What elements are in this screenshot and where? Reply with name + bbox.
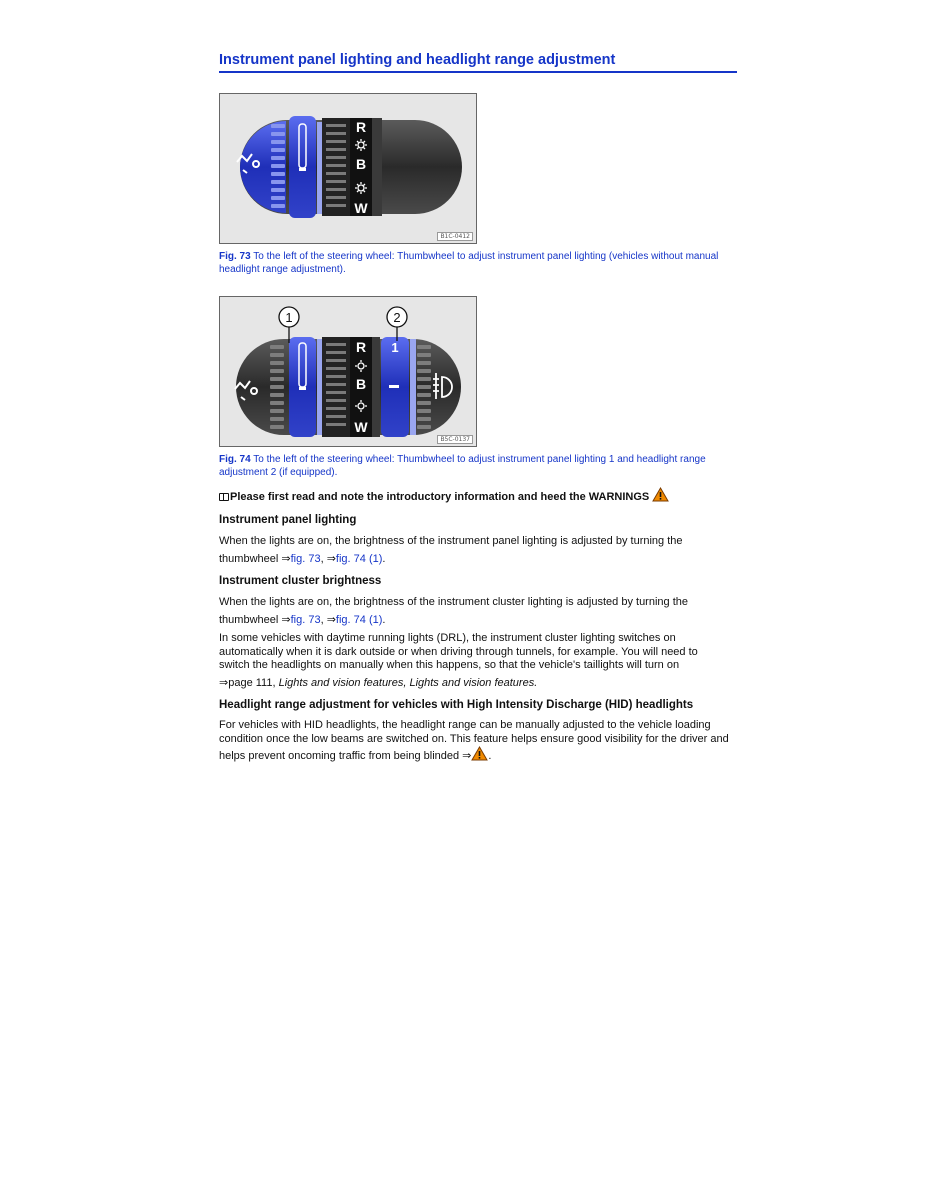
heading-hid-headlight-range: Headlight range adjustment for vehicles with High Intensity Discharge (HID) headlights — [219, 699, 694, 711]
link-fig-74-1[interactable]: fig. 74 (1) — [335, 613, 383, 626]
range-mark: 1 — [391, 340, 399, 355]
warning-icon[interactable] — [471, 746, 488, 761]
paragraph-panel-lighting: When the lights are on, the brightness of the instrument panel lighting is adjusted by turning the thumbwheel ⇒fig. 73, ⇒fig. 74 (1). — [219, 535, 683, 565]
label-w: W — [354, 419, 368, 435]
paragraph-drl: In some vehicles with daytime running lights (DRL), the instrument cluster lighting switches on automatically when it is dark outside or when driving through tunnels, for example. You will need to switch the headlights on manually when this happens, so that the vehicle's taillights will turn on ⇒page 111, Lights and vision features, Lights and vision features. — [219, 632, 698, 689]
heading-instrument-cluster-brightness: Instrument cluster brightness — [219, 575, 382, 587]
figure-code: B1C-0412 — [437, 232, 473, 241]
caption-number: Fig. 74 — [219, 454, 251, 465]
figure-73 — [219, 93, 477, 244]
page-reference[interactable]: page 111, — [228, 676, 276, 689]
figure-code: B5C-0137 — [437, 435, 473, 444]
label-b: B — [355, 156, 367, 172]
thumbwheel — [289, 116, 316, 218]
svg-text:1: 1 — [285, 310, 293, 325]
link-fig-73[interactable]: fig. 73 — [290, 613, 321, 626]
caption-text: To the left of the steering wheel: Thumbwheel to adjust instrument panel lighting 1 and headlight range adjustment 2 (if equipped). — [219, 454, 706, 478]
paragraph-hid: For vehicles with HID headlights, the headlight range can be manually adjusted to the vehicle loading condition once the low beams are switched on. This feature helps ensure good visibility for the driver and helps prevent oncoming traffic from being blinded ⇒ . — [219, 719, 729, 762]
page-title: Instrument panel lighting and headlight range adjustment — [219, 52, 737, 73]
label-b: B — [355, 376, 367, 392]
figure-73-caption — [219, 251, 719, 276]
label-r: R — [355, 339, 367, 355]
figure-74 — [219, 296, 477, 447]
caption-number: Fig. 73 — [219, 251, 251, 262]
label-r: R — [355, 119, 367, 135]
book-icon — [219, 493, 229, 501]
read-first-note — [219, 487, 669, 503]
read-note-text: Please first read and note the introductory information and heed the WARNINGS — [230, 491, 650, 503]
caption-text: To the left of the steering wheel: Thumbwheel to adjust instrument panel lighting (vehicles without manual headlight range adjustment). — [219, 251, 719, 275]
page-reference-title: Lights and vision features, Lights and vision features. — [278, 676, 538, 689]
svg-text:2: 2 — [393, 310, 401, 325]
warning-icon[interactable] — [652, 487, 669, 502]
paragraph-cluster-brightness: When the lights are on, the brightness of the instrument cluster lighting is adjusted by turning the thumbwheel ⇒fig. 73, ⇒fig. 74 (1). — [219, 596, 688, 626]
link-fig-74-1[interactable]: fig. 74 (1) — [335, 552, 383, 565]
fig74-illustration — [220, 297, 476, 446]
label-w: W — [354, 200, 368, 216]
link-fig-73[interactable]: fig. 73 — [290, 552, 321, 565]
heading-instrument-panel-lighting: Instrument panel lighting — [219, 514, 357, 526]
fig73-illustration — [220, 94, 476, 243]
figure-74-caption — [219, 454, 719, 479]
